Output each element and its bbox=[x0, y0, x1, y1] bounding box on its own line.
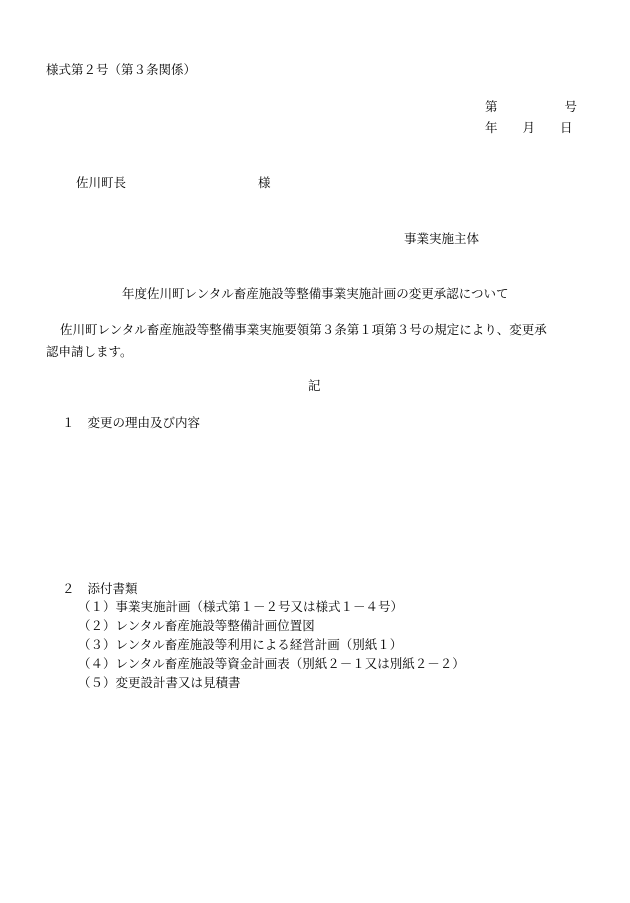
number-suffix: 号 bbox=[564, 99, 578, 114]
date-year: 年 bbox=[485, 120, 498, 135]
date-line bbox=[485, 122, 573, 135]
attachment-item: （２）レンタル畜産施設等整備計画位置図 bbox=[78, 618, 315, 633]
section-2-title: 添付書類 bbox=[87, 581, 138, 596]
addressee-honorific: 様 bbox=[258, 175, 271, 190]
applicant-label: 事業実施主体 bbox=[404, 231, 480, 246]
section-2-number: ２ bbox=[62, 581, 75, 596]
document-subject: 年度佐川町レンタル畜産施設等整備事業実施計画の変更承認について bbox=[122, 286, 509, 301]
attachment-item: （５）変更設計書又は見積書 bbox=[78, 675, 241, 690]
document-number-line bbox=[485, 101, 577, 114]
attachment-item: （３）レンタル畜産施設等利用による経営計画（別紙１） bbox=[78, 637, 403, 652]
date-day: 日 bbox=[560, 120, 573, 135]
ki-heading: 記 bbox=[308, 378, 321, 393]
addressee-name: 佐川町長 bbox=[76, 175, 127, 190]
section-1-heading bbox=[62, 417, 200, 430]
body-text-line-2: 認申請します。 bbox=[46, 344, 133, 359]
section-2-heading bbox=[62, 583, 138, 596]
attachment-item: （４）レンタル畜産施設等資金計画表（別紙２－１又は別紙２－２） bbox=[78, 656, 465, 671]
form-number: 様式第２号（第３条関係） bbox=[46, 62, 197, 77]
body-text-line-1: 佐川町レンタル畜産施設等整備事業実施要領第３条第１項第３号の規定により、変更承 bbox=[60, 322, 547, 337]
section-1-number: １ bbox=[62, 415, 75, 430]
section-1-title: 変更の理由及び内容 bbox=[87, 415, 201, 430]
number-prefix: 第 bbox=[485, 99, 498, 114]
attachment-item: （１）事業実施計画（様式第１－２号又は様式１－４号） bbox=[78, 599, 404, 614]
date-month: 月 bbox=[522, 120, 536, 135]
